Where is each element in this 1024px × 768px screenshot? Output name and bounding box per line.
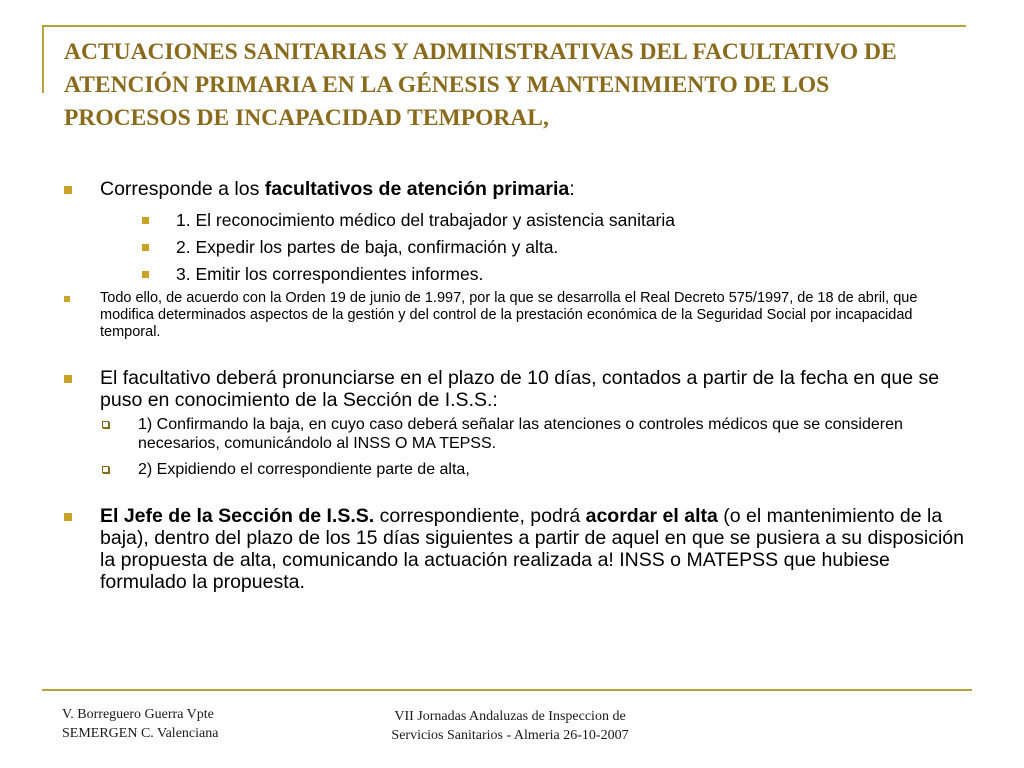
- square-bullet-icon: [64, 513, 72, 521]
- footer-event: [340, 707, 680, 745]
- subbullet-alta-text: 2) Expidiendo el correspondiente parte de alta,: [138, 461, 470, 478]
- bullet-jefe-bold2: acordar el alta: [585, 505, 718, 527]
- subbullet-expedir-text: 2. Expedir los partes de baja, confirmación y alta.: [176, 237, 559, 257]
- subbullet-informes-text: 3. Emitir los correspondientes informes.: [176, 264, 484, 284]
- square-bullet-icon: [64, 186, 72, 194]
- bullet-plazo: [60, 367, 970, 411]
- square-bullet-icon: [142, 244, 149, 251]
- bullet-orden-text: Todo ello, de acuerdo con la Orden 19 de junio de 1.997, por la que se desarrolla el Real Decreto 575/1997, de 18 de abril, que modifica determinados aspectos de la gestión y del control de la prestación económica de la Seguridad Social por incapacidad temporal.: [100, 290, 918, 340]
- subbullet-expedir: [60, 235, 970, 259]
- footer-event-line2: Servicios Sanitarios - Almeria 26-10-2007: [391, 728, 629, 743]
- square-bullet-icon: [142, 217, 149, 224]
- subbullet-alta: [60, 460, 970, 479]
- bullet-jefe: [60, 505, 970, 593]
- square-bullet-icon: [142, 271, 149, 278]
- square-bullet-icon: [64, 296, 70, 302]
- footer-author-org: SEMERGEN C. Valenciana: [62, 726, 219, 741]
- bullet-orden: [60, 290, 970, 341]
- accent-line-top: [42, 25, 966, 27]
- bullet-facultativos: [60, 178, 970, 200]
- bullet-jefe-text1: correspondiente, podrá: [374, 505, 586, 527]
- subbullet-reconocimiento: [60, 208, 970, 232]
- accent-line-left: [42, 25, 44, 93]
- slide-title: ACTUACIONES SANITARIAS Y ADMINISTRATIVAS DEL FACULTATIVO DE ATENCIÓN PRIMARIA EN LA GÉNESIS Y MANTENIMIENTO DE LOS PROCESOS DE INCAPACIDAD TEMPORAL,: [64, 39, 897, 131]
- bullet-facultativos-suffix: :: [569, 178, 575, 200]
- bullet-facultativos-bold: facultativos de atención primaria: [264, 178, 570, 200]
- subbullet-confirmando: [60, 415, 970, 453]
- square-bullet-icon: [64, 375, 72, 383]
- subbullet-confirmando-text: 1) Confirmando la baja, en cuyo caso deberá señalar las atenciones o controles médicos que se consideren necesarios, comunicándolo al INSS O MA TEPSS.: [138, 416, 903, 452]
- subbullet-informes: [60, 262, 970, 286]
- bullet-facultativos-prefix: Corresponde a los: [100, 178, 265, 200]
- footer-event-line1: VII Jornadas Andaluzas de Inspeccion de: [394, 709, 626, 724]
- footer-author: [62, 705, 218, 743]
- slide-body: [60, 178, 970, 593]
- bullet-jefe-text2: (o el mantenimiento de la baja), dentro del plazo de los 15 días siguientes a partir de aquel en que se pusiera a su disposición la propuesta de alta, comunicando la actuación realizada a! INSS o MATEPSS que hubiese formulado la propuesta.: [100, 505, 964, 593]
- hollow-square-bullet-icon: [102, 466, 109, 473]
- subbullet-reconocimiento-text: 1. El reconocimiento médico del trabajador y asistencia sanitaria: [176, 210, 676, 230]
- bullet-plazo-text: El facultativo deberá pronunciarse en el plazo de 10 días, contados a partir de la fecha en que se puso en conocimiento de la Sección de I.S.S.:: [100, 367, 940, 411]
- accent-line-bottom: [42, 689, 972, 691]
- footer-author-name: V. Borreguero Guerra Vpte: [62, 707, 214, 722]
- hollow-square-bullet-icon: [102, 421, 109, 428]
- bullet-jefe-bold1: El Jefe de la Sección de I.S.S.: [100, 505, 375, 527]
